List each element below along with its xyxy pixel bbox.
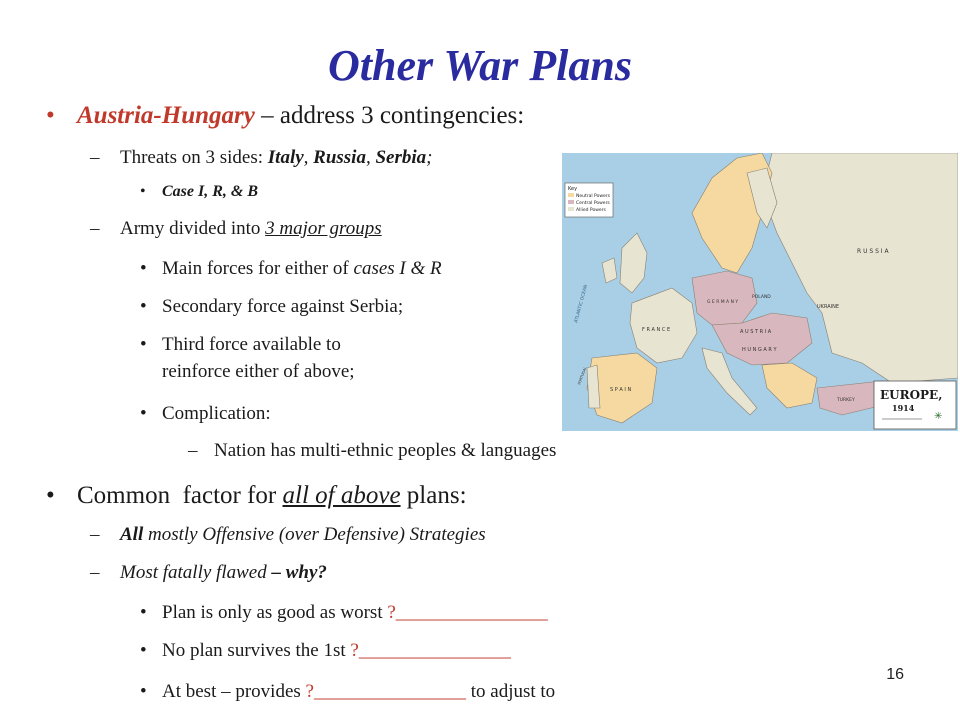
contingencies-text: – address 3 contingencies: [254,102,525,129]
europe-1914-map [562,153,958,431]
offensive-all: All [120,524,144,545]
label-austria: A U S T R I A [740,329,772,335]
threat-italy: Italy [267,147,304,168]
legend-central: Central Powers [576,201,610,206]
legend-swatch-neutral [568,193,574,197]
label-portugal: PORTUGAL [577,366,588,386]
label-turkey: TURKEY [837,398,855,403]
legend-title: Key [568,186,578,192]
page-title: Other War Plans [327,41,632,90]
army-prefix: Army divided into [120,218,266,239]
noplan-prefix: No plan survives the 1st [162,640,351,661]
case-text: Case I, R, & B [162,183,259,200]
compass-icon: ✳ [934,411,943,422]
common-prefix: Common factor for [77,482,283,509]
common-suffix: plans: [400,482,467,509]
third-text-1: Third force available to [162,334,341,355]
secondary-text: Secondary force against Serbia; [162,296,404,317]
flawed-text: Most fatally flawed [120,562,267,583]
threat-russia: Russia [313,147,366,168]
map-title: EUROPE, [880,388,943,402]
page-number: 16 [886,666,904,683]
label-poland: POLAND [752,295,771,300]
common-emph: all of above [282,482,401,509]
legend-swatch-central [568,200,574,204]
army-groups: 3 major groups [265,218,382,239]
legend-allied: Allied Powers [576,208,606,213]
main-cases: cases I & R [353,258,442,279]
label-germany: G E R M A N Y [707,300,739,305]
threats-prefix: Threats on 3 sides: [120,147,268,168]
label-spain: S P A I N [610,387,632,393]
blank-1: ________________ [395,602,548,623]
label-atlantic: ATLANTIC OCEAN [574,284,590,324]
map-year: 1914 [892,403,915,413]
threat-serbia: Serbia [375,147,427,168]
bullet-dot: • [46,102,55,129]
main-prefix: Main forces for either of [162,258,354,279]
label-france: F R A N C E [642,327,671,333]
austria-hungary-label: Austria-Hungary [77,102,255,129]
label-russia: R U S S I A [857,248,889,255]
offensive-rest: mostly Offensive (over Defensive) Strategies [143,524,486,545]
plan-prefix: Plan is only as good as worst [162,602,388,623]
complication-text: Complication: [162,403,271,424]
label-ukraine: UKRAINE [817,304,840,310]
blank-3: ________________ [313,681,466,702]
blank-2: ________________ [358,640,511,661]
legend-swatch-allied [568,207,574,211]
nation-text: Nation has multi-ethnic peoples & languages [214,440,557,461]
why-text: – why? [266,562,327,583]
best-suffix: to adjust to [465,681,556,702]
best-prefix: At best – provides [162,681,306,702]
label-hungary: H U N G A R Y [742,347,777,353]
third-text-2: reinforce either of above; [162,361,355,382]
legend-neutral: Neutral Powers [576,194,610,199]
